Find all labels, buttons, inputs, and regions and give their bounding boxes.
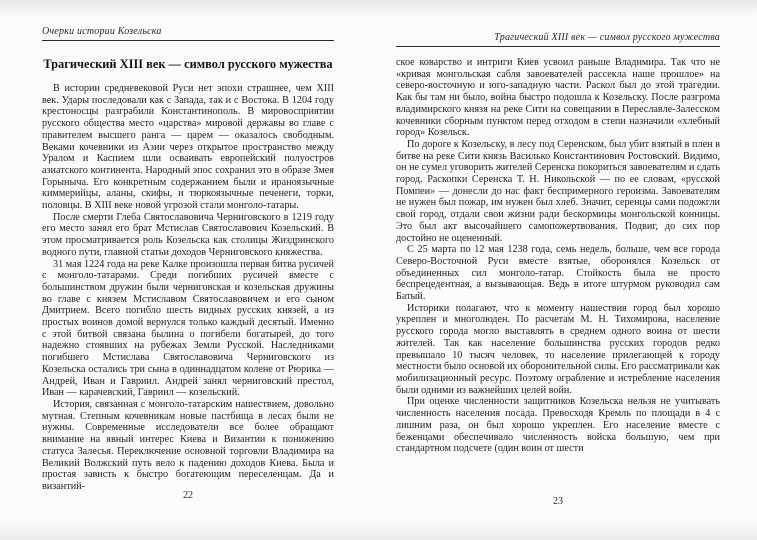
right-page [396,0,720,540]
left-page [42,0,334,540]
body-paragraph: В истории средневековой Руси нет эпохи страшнее, чем XIII век. Удары последовали как с Запада, так и с Востока. В 1204 году крестоносцы разграбили Константинополь. В мировосприятии русского общества место «царства» мировой державы во главе с правителем высшего ранга — царем — оказалось свободным. Веками кочевники из Азии через открытое пространство между Уралом и Каспием шли осваивать европейский полуостров азиатского континента. Народный эпос сохранил это в образе Змея Горыныча. Его конкретным содержанием были и ираноязычные киммерийцы, аланы, скифы, и тюркоязычные печенеги, торки, половцы. В XIII веке новой угрозой стали монголо-татары. [42,83,334,212]
body-paragraph: Историки полагают, что к моменту нашествия город был хорошо укреплен и многолюден. По расчетам М. Н. Тихомирова, население русского города могло выставлять в среднем одного воина от шести жителей. Так как население большинства русских городов редко превышало 10 тысяч человек, то население прилегающей к городу местности было основой их оборонительной силы. Его рассматривали как мобилизационный ресурс. Поэтому ограбление и истребление населения были одними из важнейших целей войн. [396,302,720,396]
body-paragraph: ское коварство и интриги Киев усвоил раньше Владимира. Так что не «кривая монгольская сабля завоевателей рассекла наше прошлое» на северо-восточную и юго-западную части. Раскол был до этой трагедии. Как бы там ни было, война быстро подошла к Козельску. После разгрома владимирского князя на реке Сити на совещании в Переславле-Залесском кочевники сборным пунктом перед отходом в степи назначили «хлебный город» Козельск. [396,57,720,139]
body-paragraph: По дороге к Козельску, в лесу под Серенском, был убит взятый в плен в битве на реке Сити князь Василько Константинович Ростовский. Видимо, он не сумел уговорить жителей Серенска покориться завоевателям и сдать город. Раскопки Серенска Т. Н. Никольской — по ее словам, «русской Помпеи» — донесли до нас факт беспримерного героизма. Завоевателям не нужен был пожар, им нужен был хлеб. Значит, серенцы сами подожгли свой город, отдали свои жизни ради бескормицы монгольской конницы. Это был акт высочайшего самопожертвования. Подвиг, до сих пор достойно не оцененный. [396,138,720,244]
chapter-title: Трагический XIII век — символ русского мужества [43,57,333,71]
body-paragraph: После смерти Глеба Святославовича Черниговского в 1219 году его место занял его брат Мстислав Святославович Козельский. В этом просматривается роль Козельска как столицы Жиздринского водного пути, главной статьи доходов Черниговского княжества. [42,211,334,258]
body-paragraph: С 25 марта по 12 мая 1238 года, семь недель, больше, чем все города Северо-Восточной Руси вместе взятые, оборонялся Козельск от объединенных сил монголо-татар. Стойкость была не просто беспрецедентная, а вызывающая. Ведь в итоге штурмом руководил сам Батый. [396,244,720,303]
body-paragraph: При оценке численности защитников Козельска нельзя не учитывать численность населения посада. Превосходя Кремль по площади в 4 с лишним раза, он был хорошо укреплен. Его население вместе с беженцами обеспечивало численность войска большую, чем при стандартном подсчете (один воин от шести [396,396,720,455]
right-running-head: Трагический XIII век — символ русского мужества [396,32,720,47]
body-paragraph: 31 мая 1224 года на реке Калке произошла первая битва русичей с монголо-татарами. Среди погибших русичей вместе с большинством дружин были черниговская и козельская дружины во главе с князем Мстиславом Святославовичем и его сыном Дмитрием. Всего погибло шесть видных русских князей, а из простых воинов домой вернулся только каждый десятый. Именно с этой битвой связана былина о погибели богатырей, до того надежно стоявших на рубежах Земли Русской. Наследниками погибшего Мстислава Святославовича Черниговского из Козельска остались три сына в одиннадцатом колене от Рюрика — Андрей, Иван и Гавриил. Андрей занял черниговский престол, Иван — карачевский, Гавриил — козельский. [42,258,334,399]
right-page-number: 23 [553,496,563,507]
left-running-head: Очерки истории Козельска [42,26,334,41]
left-page-number: 22 [183,490,193,501]
left-body-text [42,83,334,493]
body-paragraph: История, связанная с монголо-татарским нашествием, довольно мутная. Степным кочевникам новые пастбища в лесах были не нужны. Современные исследователи все более обращают внимание на явный интерес Киева и Византии к понижению статуса Залесья. Переключение основной торговли Владимира на Великий Волжский путь вело к падению доходов Киева. Была и простая зависть к быстро богатеющим переселенцам. Да и византий- [42,398,334,492]
right-body-text [396,57,720,455]
